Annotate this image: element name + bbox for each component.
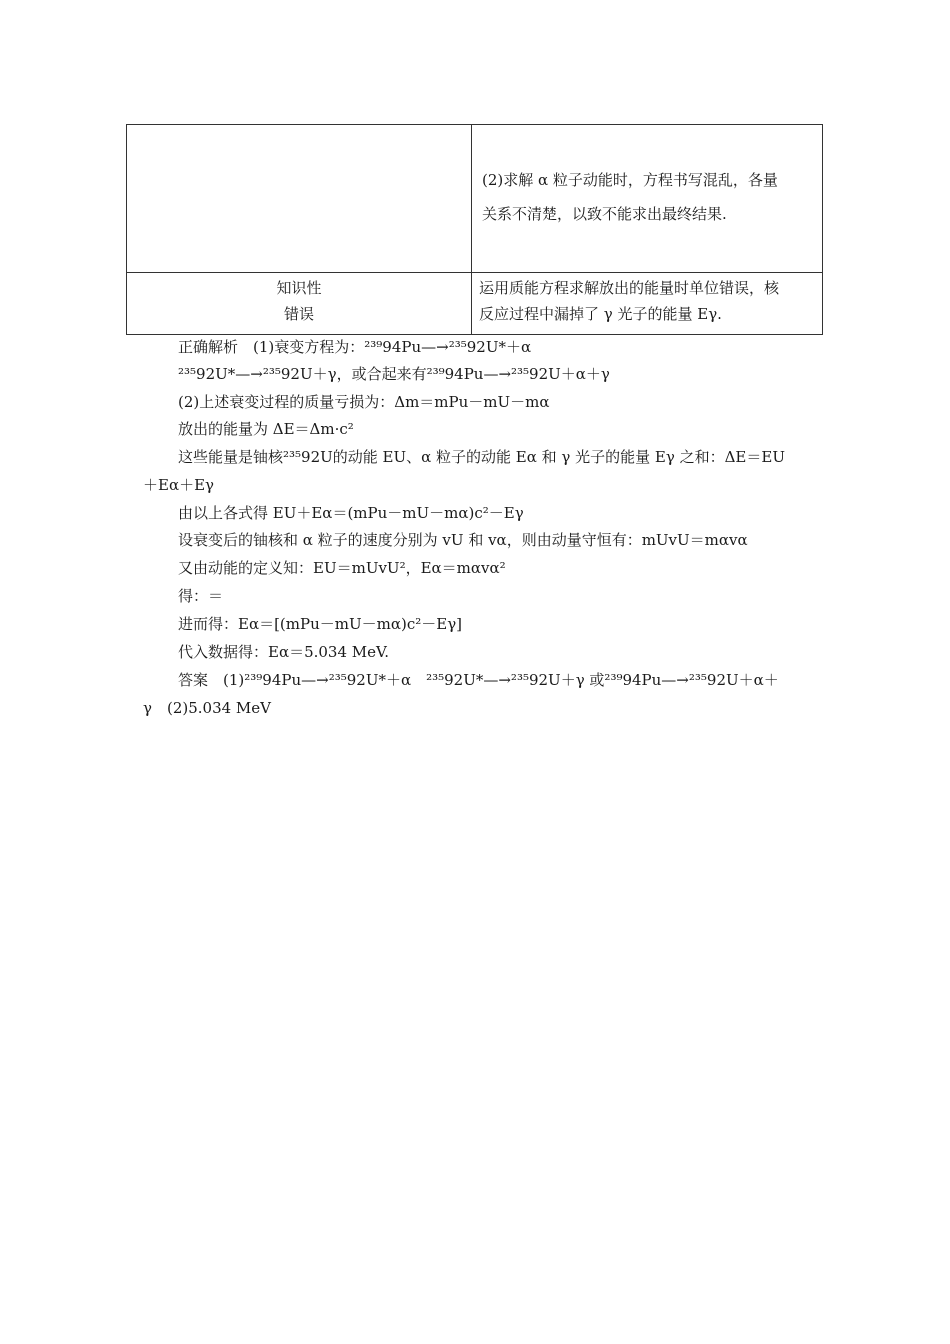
- error-analysis-table: [126, 124, 823, 335]
- solution-line-8: 设衰变后的铀核和 α 粒子的速度分别为 vU 和 vα，则由动量守恒有：mUvU＝mαvα: [178, 531, 748, 549]
- table-column-divider: [471, 125, 472, 334]
- solution-line-7: 由以上各式得 EU＋Eα＝(mPu－mU－mα)c²－Eγ: [178, 504, 524, 522]
- cell-text: 运用质能方程求解放出的能量时单位错误，核: [479, 279, 780, 297]
- table-row-divider: [127, 272, 822, 273]
- table-cell-row2-left: [127, 275, 471, 327]
- solution-line-11: 进而得：Eα＝[(mPu－mU－mα)c²－Eγ]: [178, 615, 463, 633]
- solution-line-4: 放出的能量为 ΔE＝Δm·c²: [178, 420, 354, 438]
- cell-text: 关系不清楚，以致不能求出最终结果.: [482, 205, 727, 223]
- table-cell-row2-right: [479, 275, 819, 327]
- solution-line-3: (2)上述衰变过程的质量亏损为：Δm＝mPu－mU－mα: [178, 393, 550, 411]
- cell-text: 错误: [283, 305, 314, 323]
- solution-line-10: 得：＝: [178, 587, 224, 605]
- cell-text: 反应过程中漏掉了 γ 光子的能量 Eγ.: [479, 305, 722, 323]
- answer-line-1: 答案 (1)²³⁹94Pu—→²³⁵92U*＋α ²³⁵92U*—→²³⁵92U＋γ 或²³⁹94Pu—→²³⁵92U＋α＋: [178, 671, 779, 689]
- cell-text: (2)求解 α 粒子动能时，方程书写混乱，各量: [482, 171, 778, 189]
- cell-text: 知识性: [276, 279, 322, 297]
- solution-line-1: 正确解析 (1)衰变方程为：²³⁹94Pu—→²³⁵92U*＋α: [178, 338, 532, 356]
- solution-line-12: 代入数据得：Eα＝5.034 MeV.: [178, 643, 390, 661]
- solution-line-5: 这些能量是铀核²³⁵92U的动能 EU、α 粒子的动能 Eα 和 γ 光子的能量 Eγ 之和：ΔE＝EU: [178, 448, 785, 466]
- solution-line-6: ＋Eα＋Eγ: [143, 476, 214, 494]
- solution-line-9: 又由动能的定义知：EU＝mUvU²，Eα＝mαvα²: [178, 559, 506, 577]
- solution-line-2: ²³⁵92U*—→²³⁵92U＋γ，或合起来有²³⁹94Pu—→²³⁵92U＋α＋γ: [178, 365, 610, 383]
- answer-line-2: γ (2)5.034 MeV: [143, 699, 271, 717]
- table-cell-row1-right: [482, 163, 817, 231]
